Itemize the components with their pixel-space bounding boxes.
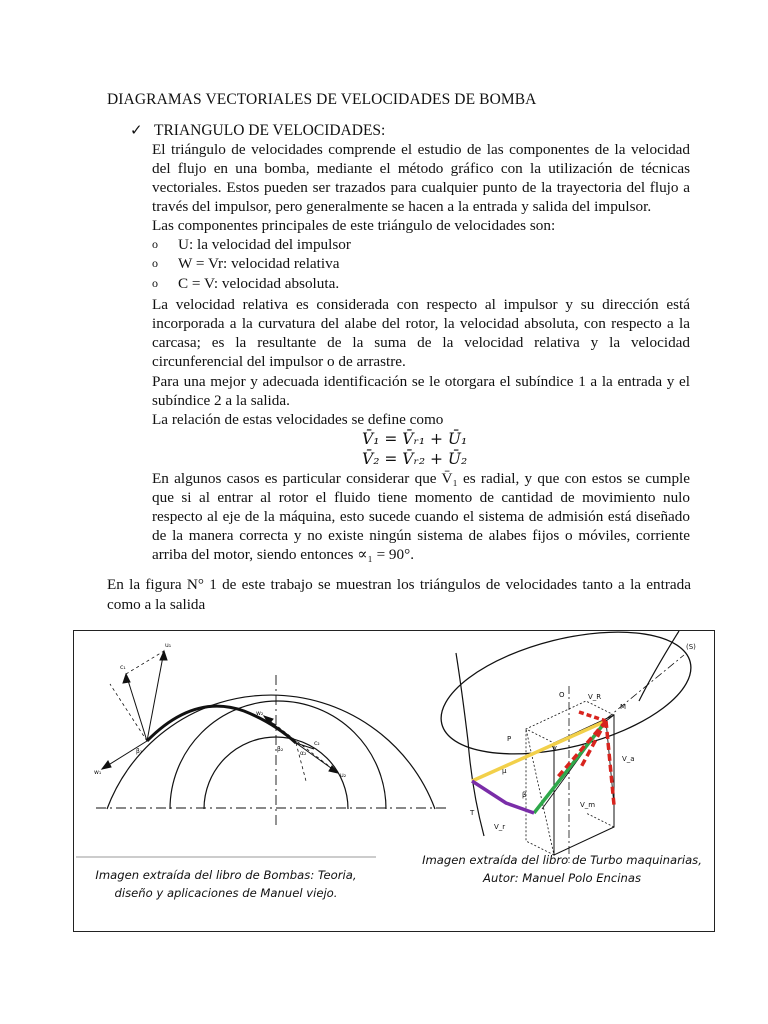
label-p: P	[507, 735, 512, 743]
red-vector-4	[579, 712, 606, 721]
figure-caption-right: Imagen extraída del libro de Turbo maquinarias, Autor: Manuel Polo Encinas	[422, 853, 702, 885]
list-item-text: C = V: velocidad absoluta.	[178, 274, 340, 292]
bullet-marker: o	[152, 237, 158, 251]
label-vr-top: V_R	[588, 693, 602, 701]
label-t: T	[470, 809, 475, 817]
list-item-text: U: la velocidad del impulsor	[178, 236, 351, 253]
checkmark-icon: ✓	[130, 123, 143, 139]
yellow-vector	[472, 721, 606, 781]
label-w2: w₂	[256, 710, 264, 717]
bullet-marker: o	[152, 256, 158, 271]
paragraph-figure-ref: En la figura N° 1 de este trabajo se muestran los triángulos de velocidades tanto a la entrada como a la salida	[107, 576, 691, 613]
label-u2: u₂	[340, 772, 347, 779]
label-beta2: β₂	[277, 746, 284, 753]
equation-inlet: V̄₁ = V̄ᵣ₁ + Ū₁	[362, 430, 468, 448]
label-w1: w₁	[94, 769, 102, 776]
label-vm: V_m	[580, 801, 596, 809]
equation-outlet: V̄₂ = V̄ᵣ₂ + Ū₂	[362, 450, 468, 468]
paragraph-intro: El triángulo de velocidades comprende el estudio de las componentes de la velocidad del flujo en una bomba, mediante el método gráfico con la utilización de técnicas vectoriales. Estos pueden ser trazados para cualquier punto de la trayectoria del flujo a través del impulsor, pero generalmente se hacen a la entrada y salida del impulsor.	[152, 141, 690, 216]
bullet-marker: o	[152, 275, 158, 290]
paragraph-radial: En algunos casos es particular considerar que V̄₁ es radial, y que con estos se cumple que si al entrar al rotor el fluido tiene momento de cantidad de movimiento nulo respecto al eje de la máquina, esto sucede cuando el sistema de admisión está diseñado de la manera correcta y no existe ningún sistema de alabes fijos o móviles, corriente arriba del motor, siendo entonces ∝₁ = 90°.	[152, 470, 690, 564]
components-list	[152, 235, 351, 293]
list-item-text: W = Vr: velocidad relativa	[178, 255, 340, 273]
label-beta: β	[522, 791, 527, 799]
red-vector-1	[556, 721, 606, 779]
label-alpha2: α₂	[300, 750, 307, 757]
label-s: (S)	[686, 643, 696, 651]
label-beta1: β₁	[136, 748, 143, 755]
label-u1: u₁	[165, 642, 172, 649]
paragraph-relative-velocity: La velocidad relativa es considerada con respecto al impulsor y su dirección está incorporada a la curvatura del alabe del rotor, la velocidad absoluta, con respecto a la carcasa; es la resultante de la suma de la velocidad relativa y la velocidad circunferencial del impulsor o de arrastre.	[152, 296, 690, 371]
section-heading-label: TRIANGULO DE VELOCIDADES:	[154, 121, 386, 139]
left-diagram-labels	[94, 642, 347, 779]
impeller-diagram	[96, 651, 446, 829]
colored-velocity-vectors	[472, 712, 614, 813]
list-item	[152, 235, 351, 254]
label-o: O	[559, 691, 565, 699]
list-item	[152, 274, 351, 293]
section-heading	[130, 121, 385, 140]
label-v: V	[552, 745, 557, 753]
label-m: M	[620, 703, 627, 711]
page-title: DIAGRAMAS VECTORIALES DE VELOCIDADES DE BOMBA	[107, 91, 537, 108]
list-item	[152, 254, 351, 273]
paragraph-subscripts: Para una mejor y adecuada identificación se le otorgara el subíndice 1 a la entrada y el subíndice 2 a la salida.	[152, 373, 690, 410]
label-va: V_a	[622, 755, 635, 763]
label-mu: μ	[502, 767, 507, 775]
label-c2: c₂	[314, 740, 320, 747]
figure-caption-left: Imagen extraída del libro de Bombas: Teoria, diseño y aplicaciones de Manuel viejo.	[76, 856, 376, 902]
paragraph-relation: La relación de estas velocidades se define como	[152, 411, 444, 428]
turbomachine-diagram	[429, 631, 704, 863]
label-c1: c₁	[120, 664, 126, 671]
paragraph-components: Las componentes principales de este triángulo de velocidades son:	[152, 217, 556, 234]
label-vr-bottom: V_r	[494, 823, 506, 831]
